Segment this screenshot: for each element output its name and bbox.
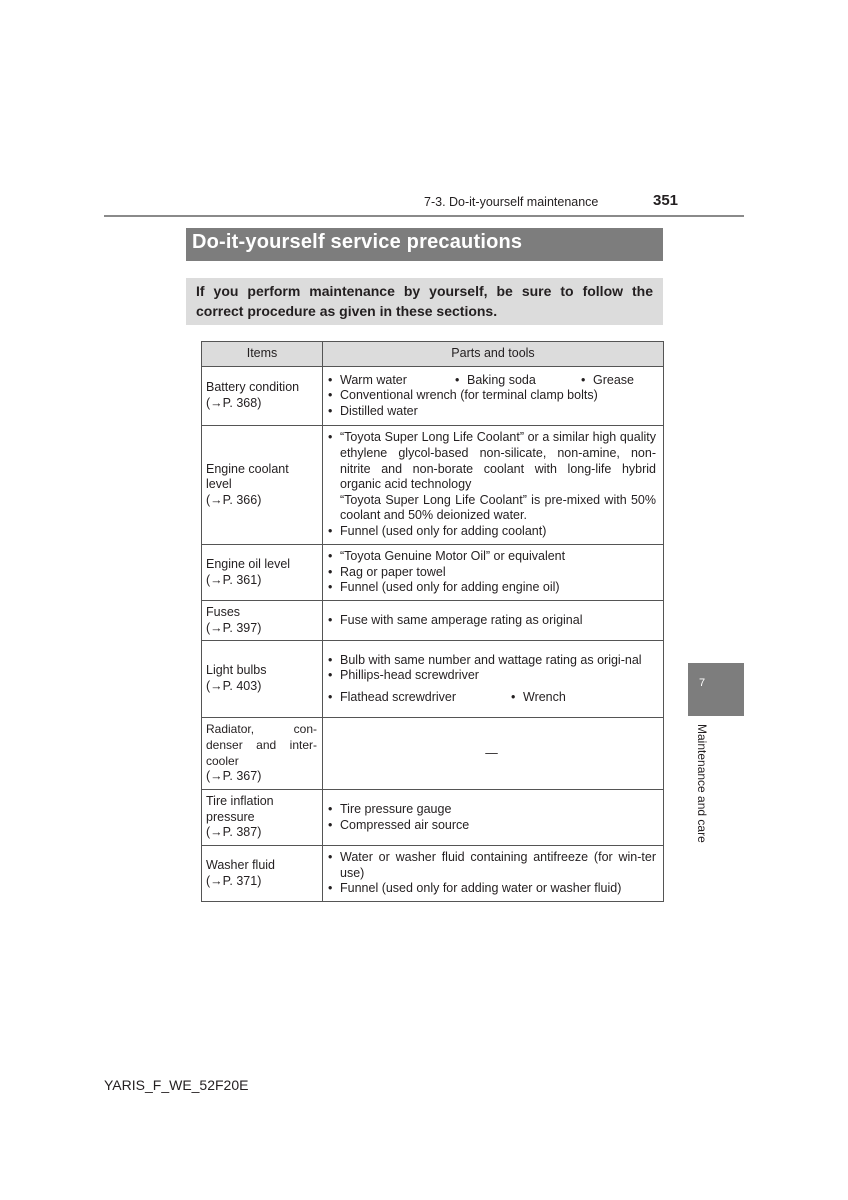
chapter-label: Maintenance and care: [695, 724, 709, 843]
header-rule: [104, 215, 744, 217]
item-label: Radiator, con-denser and inter-cooler: [206, 722, 317, 768]
item-label: Tire inflation pressure: [206, 794, 274, 824]
list-item: • Funnel (used only for adding coolant): [327, 524, 656, 540]
parts-table: [201, 341, 664, 902]
page-reference: (→P. 368): [206, 396, 262, 410]
item-label: Battery condition: [206, 380, 300, 395]
item-cell: [202, 790, 323, 846]
parts-list: [327, 524, 656, 540]
item-cell: [202, 426, 323, 545]
chapter-number: 7: [699, 677, 706, 689]
page-reference: (→P. 366): [206, 492, 262, 507]
list-item: • Funnel (used only for adding water or washer fluid): [327, 881, 656, 897]
list-item: • “Toyota Genuine Motor Oil” or equivalent: [327, 549, 656, 565]
list-item: • Compressed air source: [327, 818, 656, 834]
parts-list: [327, 653, 656, 706]
intro-box: [186, 278, 663, 325]
list-item: • Fuse with same amperage rating as original: [327, 613, 656, 629]
section-title-bar: [186, 228, 663, 261]
parts-list: [327, 802, 656, 833]
list-item: • Distilled water: [327, 404, 656, 420]
list-item: • Baking soda: [454, 373, 580, 389]
parts-list: [327, 373, 656, 420]
table-row: [202, 601, 664, 641]
list-item: • Tire pressure gauge: [327, 802, 656, 818]
list-item: • Flathead screwdriver: [327, 690, 510, 706]
parts-cell: [323, 718, 664, 790]
table-row: [202, 367, 664, 426]
item-cell: [202, 641, 323, 718]
parts-list: [327, 549, 656, 596]
item-cell: [202, 718, 323, 790]
page-number: 351: [653, 192, 679, 209]
footer-code: YARIS_F_WE_52F20E: [104, 1077, 249, 1093]
table-row: [202, 545, 664, 601]
item-cell: [202, 846, 323, 902]
page-reference: (→P. 397): [206, 620, 262, 635]
parts-cell: [323, 641, 664, 718]
header-section-title: 7-3. Do-it-yourself maintenance: [424, 195, 599, 209]
table-row: [202, 426, 664, 545]
parts-list: [327, 850, 656, 897]
table-header-row: [202, 342, 664, 367]
item-label: Light bulbs: [206, 663, 267, 678]
parts-cell: [323, 601, 664, 641]
list-item: • Rag or paper towel: [327, 565, 656, 581]
item-cell: [202, 367, 323, 426]
item-label: Fuses: [206, 604, 241, 619]
item-cell: [202, 601, 323, 641]
list-item: • Wrench: [510, 690, 566, 706]
page-reference: (→P. 371): [206, 873, 262, 888]
table-row: [202, 846, 664, 902]
page-reference: (→P. 361): [206, 572, 262, 587]
parts-cell: [323, 426, 664, 545]
page-reference: (→P. 367): [206, 769, 262, 784]
no-parts-dash: —: [485, 745, 498, 760]
parts-cell: [323, 790, 664, 846]
section-title: Do-it-yourself service precautions: [192, 231, 523, 253]
coolant-note: “Toyota Super Long Life Coolant” is pre-mixed with 50% coolant and 50% deionized water.: [340, 492, 656, 523]
parts-list: [327, 430, 656, 492]
list-item: • Conventional wrench (for terminal clamp bolts): [327, 388, 656, 404]
table-row: [202, 641, 664, 718]
parts-list: [327, 613, 656, 629]
item-label: Engine oil level: [206, 556, 291, 571]
column-header-parts: Parts and tools: [323, 342, 664, 367]
list-item-inline: [327, 373, 656, 389]
page-reference: (→P. 387): [206, 825, 262, 840]
parts-cell: [323, 545, 664, 601]
table-row: [202, 718, 664, 790]
item-label: Washer fluid: [206, 857, 276, 872]
list-item: • Grease: [580, 373, 634, 389]
item-cell: [202, 545, 323, 601]
list-item: • “Toyota Super Long Life Coolant” or a similar high quality ethylene glycol-based non-silicate, non-amine, non-nitrite and non-borate coolant with long-life hybrid organic acid technology: [327, 430, 656, 492]
list-item-inline: [327, 690, 656, 706]
page-reference: (→P. 403): [206, 679, 262, 693]
parts-cell: [323, 846, 664, 902]
table-row: [202, 790, 664, 846]
list-item: • Bulb with same number and wattage rating as origi-nal: [327, 653, 656, 669]
list-item: • Funnel (used only for adding engine oil): [327, 580, 656, 596]
list-item: • Phillips-head screwdriver: [327, 668, 656, 684]
chapter-tab: [688, 663, 744, 716]
list-item: • Warm water: [327, 373, 454, 389]
intro-text: If you perform maintenance by yourself, be sure to follow the correct procedure as given in these sections.: [196, 283, 653, 319]
item-label: Engine coolant level: [206, 461, 289, 492]
list-item: • Water or washer fluid containing antifreeze (for win-ter use): [327, 850, 656, 881]
column-header-items: Items: [202, 342, 323, 367]
parts-cell: [323, 367, 664, 426]
